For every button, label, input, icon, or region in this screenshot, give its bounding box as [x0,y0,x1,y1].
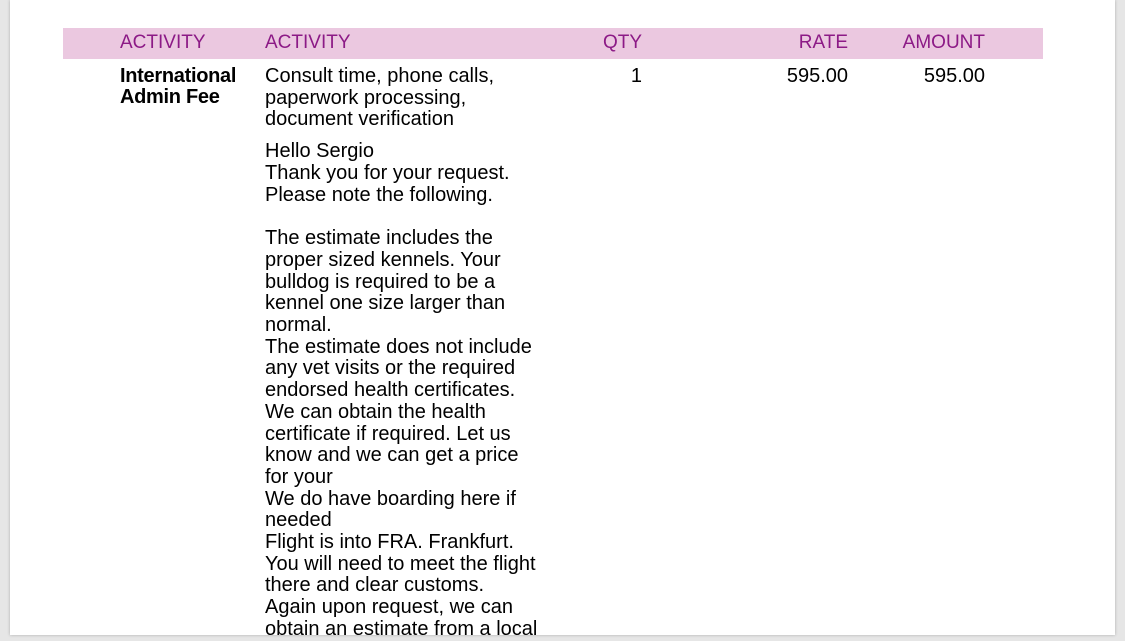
header-qty: QTY [602,32,642,53]
note-body-line: The estimate does not include [265,335,532,358]
note-body-line: Flight is into FRA. Frankfurt. [265,531,514,554]
note-greeting-line: Thank you for your request. [265,161,510,184]
note-body-line: there and clear customs. [265,574,484,597]
description-line: document verification [265,108,454,131]
header-activity-description: ACTIVITY [265,32,351,53]
line-item-qty: 1 [630,65,642,87]
note-body-line: kennel one size larger than [265,292,506,315]
header-rate: RATE [798,32,848,53]
note-body-line: obtain an estimate from a local [265,617,538,640]
note-greeting-line: Hello Sergio [265,140,374,163]
note-body-line: know and we can get a price [265,444,519,467]
header-amount: AMOUNT [902,32,985,53]
activity-name-line2: Admin Fee [120,86,220,108]
note-body-line: We can obtain the health [265,400,486,423]
activity-name-line1: International [120,65,237,87]
description-line: Consult time, phone calls, [265,65,495,87]
line-item-description [265,66,595,641]
note-body-line: We do have boarding here if [265,487,516,510]
note-body-line: bulldog is required to be a [265,270,496,293]
note-body-line: needed [265,509,332,532]
description-line: paperwork processing, [265,86,467,109]
note-body-line: Again upon request, we can [265,596,513,619]
note-body-line: proper sized kennels. Your [265,248,501,271]
note-body-line: normal. [265,314,332,337]
note-greeting-line: Please note the following. [265,183,493,206]
header-activity: ACTIVITY [120,32,206,53]
line-item-amount: 595.00 [923,65,985,87]
note-body-line: endorsed health certificates. [265,379,516,402]
note-body-line: any vet visits or the required [265,357,516,380]
line-item-activity [120,66,260,108]
line-item-rate: 595.00 [786,65,848,87]
note-body-line: The estimate includes the [265,227,493,250]
note-body-line: for your [265,465,333,488]
note-body-line: You will need to meet the flight [265,552,536,575]
note-body-line: certificate if required. Let us [265,422,511,445]
